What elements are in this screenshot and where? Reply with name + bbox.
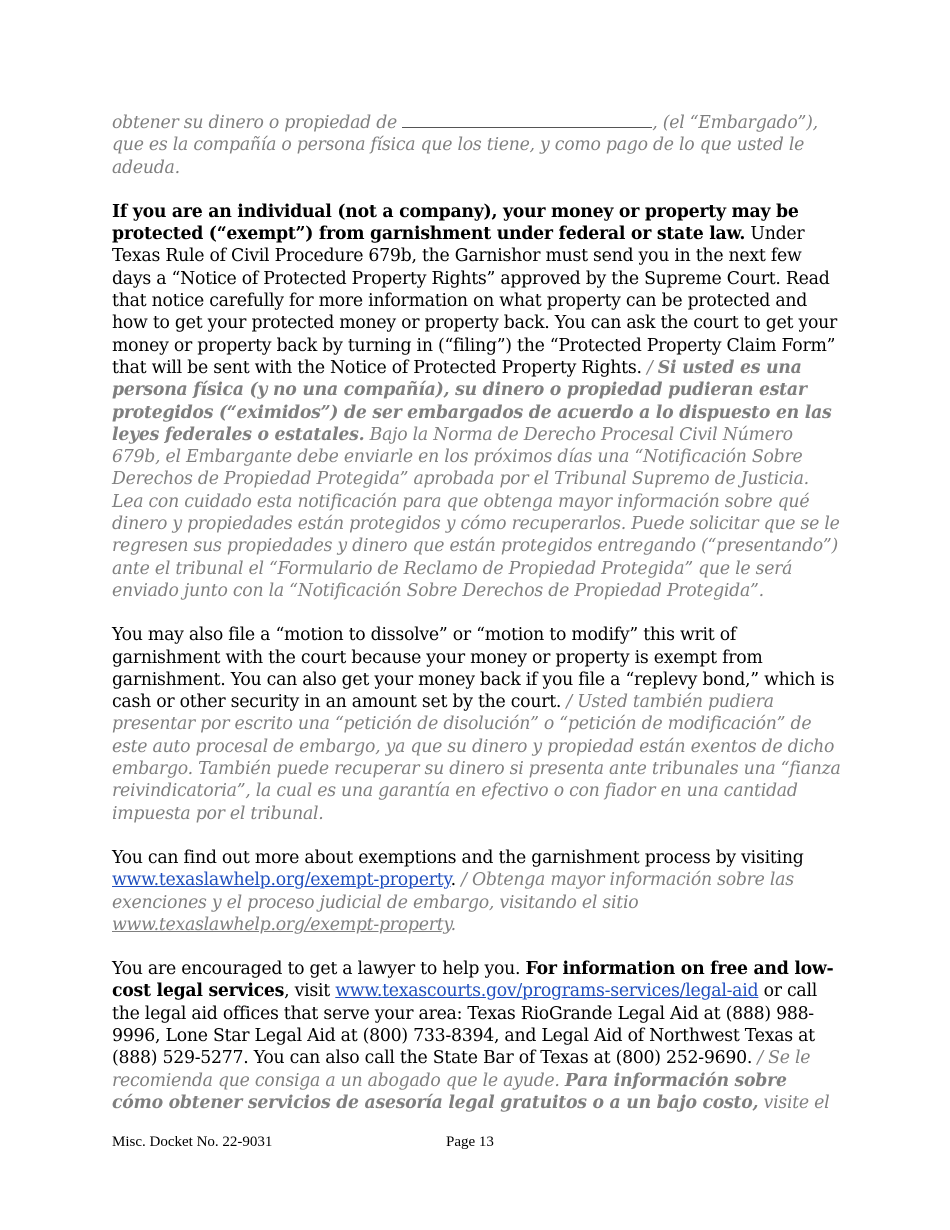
legal-heading-es: Para información sobre cómo obtener servicios de asesoría legal gratuitos o a un bajo costo, bbox=[112, 1070, 787, 1113]
motion-text-es: / Usted también pudiera presentar por escrito una “petición de disolución” o “petición de modificación” de este auto procesal de embargo, ya que su dinero y propiedad están exentos de dicho embargo. También puede recuperar su dinero si presenta ante tribunales una “fianza reivindicatoria”, la cual es una garantía en efectivo o con fiador en una cantidad impuesta por el tribunal. bbox=[112, 692, 841, 824]
more-info-end-es: . bbox=[450, 914, 456, 935]
exempt-heading-en: If you are an individual (not a company), your money or property may be protected (“exempt”) from garnishment under federal or state law. bbox=[112, 201, 799, 245]
more-info-paragraph bbox=[112, 847, 842, 936]
motion-paragraph bbox=[112, 624, 842, 825]
legal-text-es-a: / Se le recomienda que consiga a un abogado que le ayude. bbox=[112, 1048, 811, 1091]
exempt-property-link[interactable]: www.texaslawhelp.org/exempt-property bbox=[112, 870, 451, 891]
legal-text-en-a: You are encouraged to get a lawyer to help you. bbox=[112, 959, 526, 980]
intro-text-b: , (el “Embargado”), que es la compañía o persona física que los tiene, y como pago de lo que usted le adeuda. bbox=[112, 113, 818, 178]
legal-aid-link[interactable]: www.texascourts.gov/programs-services/legal-aid bbox=[335, 981, 759, 1002]
page-footer bbox=[112, 1134, 842, 1151]
exempt-text-es: Bajo la Norma de Derecho Procesal Civil Número 679b, el Embargante debe enviarle en los próximos días una “Notificación Sobre Derechos de Propiedad Protegida” aprobada por el Tribunal Supremo de Justicia. Lea con cuidado esta notificación para que obtenga mayor información sobre qué dinero y propiedades están protegidos y cómo recuperarlos. Puede solicitar que se le regresen sus propiedades y dinero que están protegidos entregando (“presentando”) ante el tribunal el “Formulario de Reclamo de Propiedad Protegida” que le será enviado junto con la “Notificación Sobre Derechos de Propiedad Protegida”. bbox=[112, 424, 840, 601]
legal-text-en-c: or call the legal aid offices that serve your area: Texas RioGrande Legal Aid at (888) 988-9996, Lone Star Legal Aid at (800) 733-8394, and Legal Aid of Northwest Texas at (888) 529-5277. You can also call the State Bar of Texas at (800) 252-9690. bbox=[112, 981, 818, 1069]
exempt-heading-es: Si usted es una persona física (y no una compañía), su dinero o propiedad pudieran estar protegidos (“eximidos”) de ser embargados de acuerdo a lo dispuesto en las leyes federales o estatales. bbox=[112, 357, 832, 445]
motion-text-en: You may also file a “motion to dissolve” or “motion to modify” this writ of garnishment with the court because your money or property is exempt from garnishment. You can also get your money back if you file a “replevy bond,” which is cash or other security in an amount set by the court. bbox=[112, 625, 835, 713]
intro-paragraph-spanish bbox=[112, 112, 842, 179]
embargado-blank-line bbox=[402, 113, 652, 128]
document-body bbox=[112, 112, 842, 1136]
legal-text-en-b: , visit bbox=[284, 981, 336, 1002]
more-info-text-es: / Obtenga mayor información sobre las exenciones y el proceso judicial de embargo, visitando el sitio bbox=[112, 870, 794, 913]
legal-text-es-b: visite el bbox=[758, 1092, 830, 1113]
more-info-end-en: . bbox=[450, 870, 456, 891]
exempt-property-paragraph bbox=[112, 201, 842, 602]
exempt-separator: / bbox=[641, 357, 658, 378]
more-info-text-en: You can find out more about exemptions and the garnishment process by visiting bbox=[112, 847, 804, 868]
page-number: Page 13 bbox=[446, 1134, 494, 1150]
exempt-text-en: Under Texas Rule of Civil Procedure 679b, the Garnishor must send you in the next few days a “Notice of Protected Property Rights” approved by the Supreme Court. Read that notice carefully for more information on what property can be protected and how to get your protected money or property back. You can ask the court to get your money or property back by turning in (“filing”) the “Protected Property Claim Form” that will be sent with the Notice of Protected Property Rights. bbox=[112, 224, 838, 378]
intro-text-a: obtener su dinero o propiedad de bbox=[112, 113, 403, 133]
exempt-property-link-es[interactable]: www.texaslawhelp.org/exempt-property bbox=[112, 914, 451, 935]
legal-heading-en: For information on free and low-cost legal services bbox=[112, 959, 834, 1002]
legal-services-paragraph bbox=[112, 958, 842, 1114]
docket-number: Misc. Docket No. 22-9031 bbox=[112, 1134, 273, 1150]
